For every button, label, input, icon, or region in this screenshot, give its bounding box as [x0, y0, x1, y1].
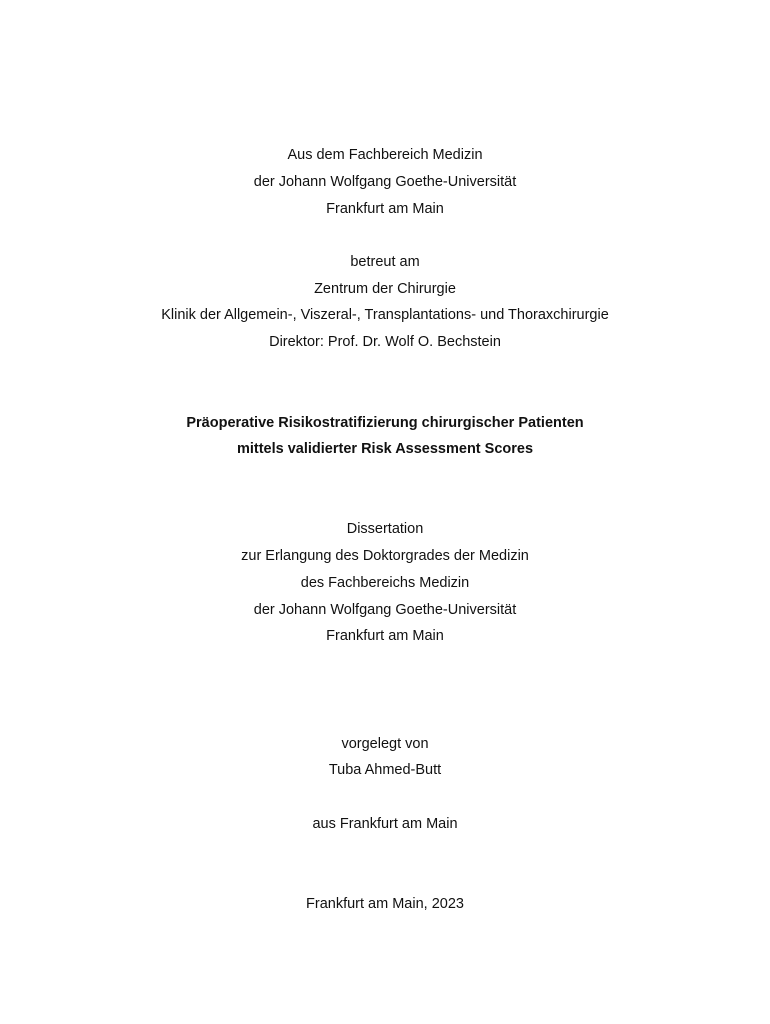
thesis-title-line-2: mittels validierter Risk Assessment Scores — [236, 441, 534, 457]
supervision-line-2: Zentrum der Chirurgie — [314, 281, 456, 297]
director-line: Direktor: Prof. Dr. Wolf O. Bechstein — [269, 334, 501, 350]
presented-by-label: vorgelegt von — [341, 736, 429, 752]
dissertation-line-2: zur Erlangung des Doktorgrades der Medizin — [241, 548, 529, 564]
supervision-line-1: betreut am — [350, 254, 420, 270]
institution-line-2: der Johann Wolfgang Goethe-Universität — [253, 174, 517, 190]
thesis-title-line-1: Präoperative Risikostratifizierung chirurgischer Patienten — [186, 415, 584, 431]
dissertation-line-5: Frankfurt am Main — [326, 628, 444, 644]
place-date: Frankfurt am Main, 2023 — [306, 896, 464, 912]
institution-line-3: Frankfurt am Main — [326, 201, 444, 217]
author-origin: aus Frankfurt am Main — [312, 816, 458, 832]
dissertation-line-3: des Fachbereichs Medizin — [300, 575, 470, 591]
author-name: Tuba Ahmed-Butt — [328, 762, 442, 778]
institution-line-1: Aus dem Fachbereich Medizin — [287, 147, 483, 163]
supervision-line-3: Klinik der Allgemein-, Viszeral-, Transplantations- und Thoraxchirurgie — [161, 307, 609, 323]
dissertation-line-4: der Johann Wolfgang Goethe-Universität — [253, 602, 517, 618]
dissertation-line-1: Dissertation — [346, 521, 424, 537]
